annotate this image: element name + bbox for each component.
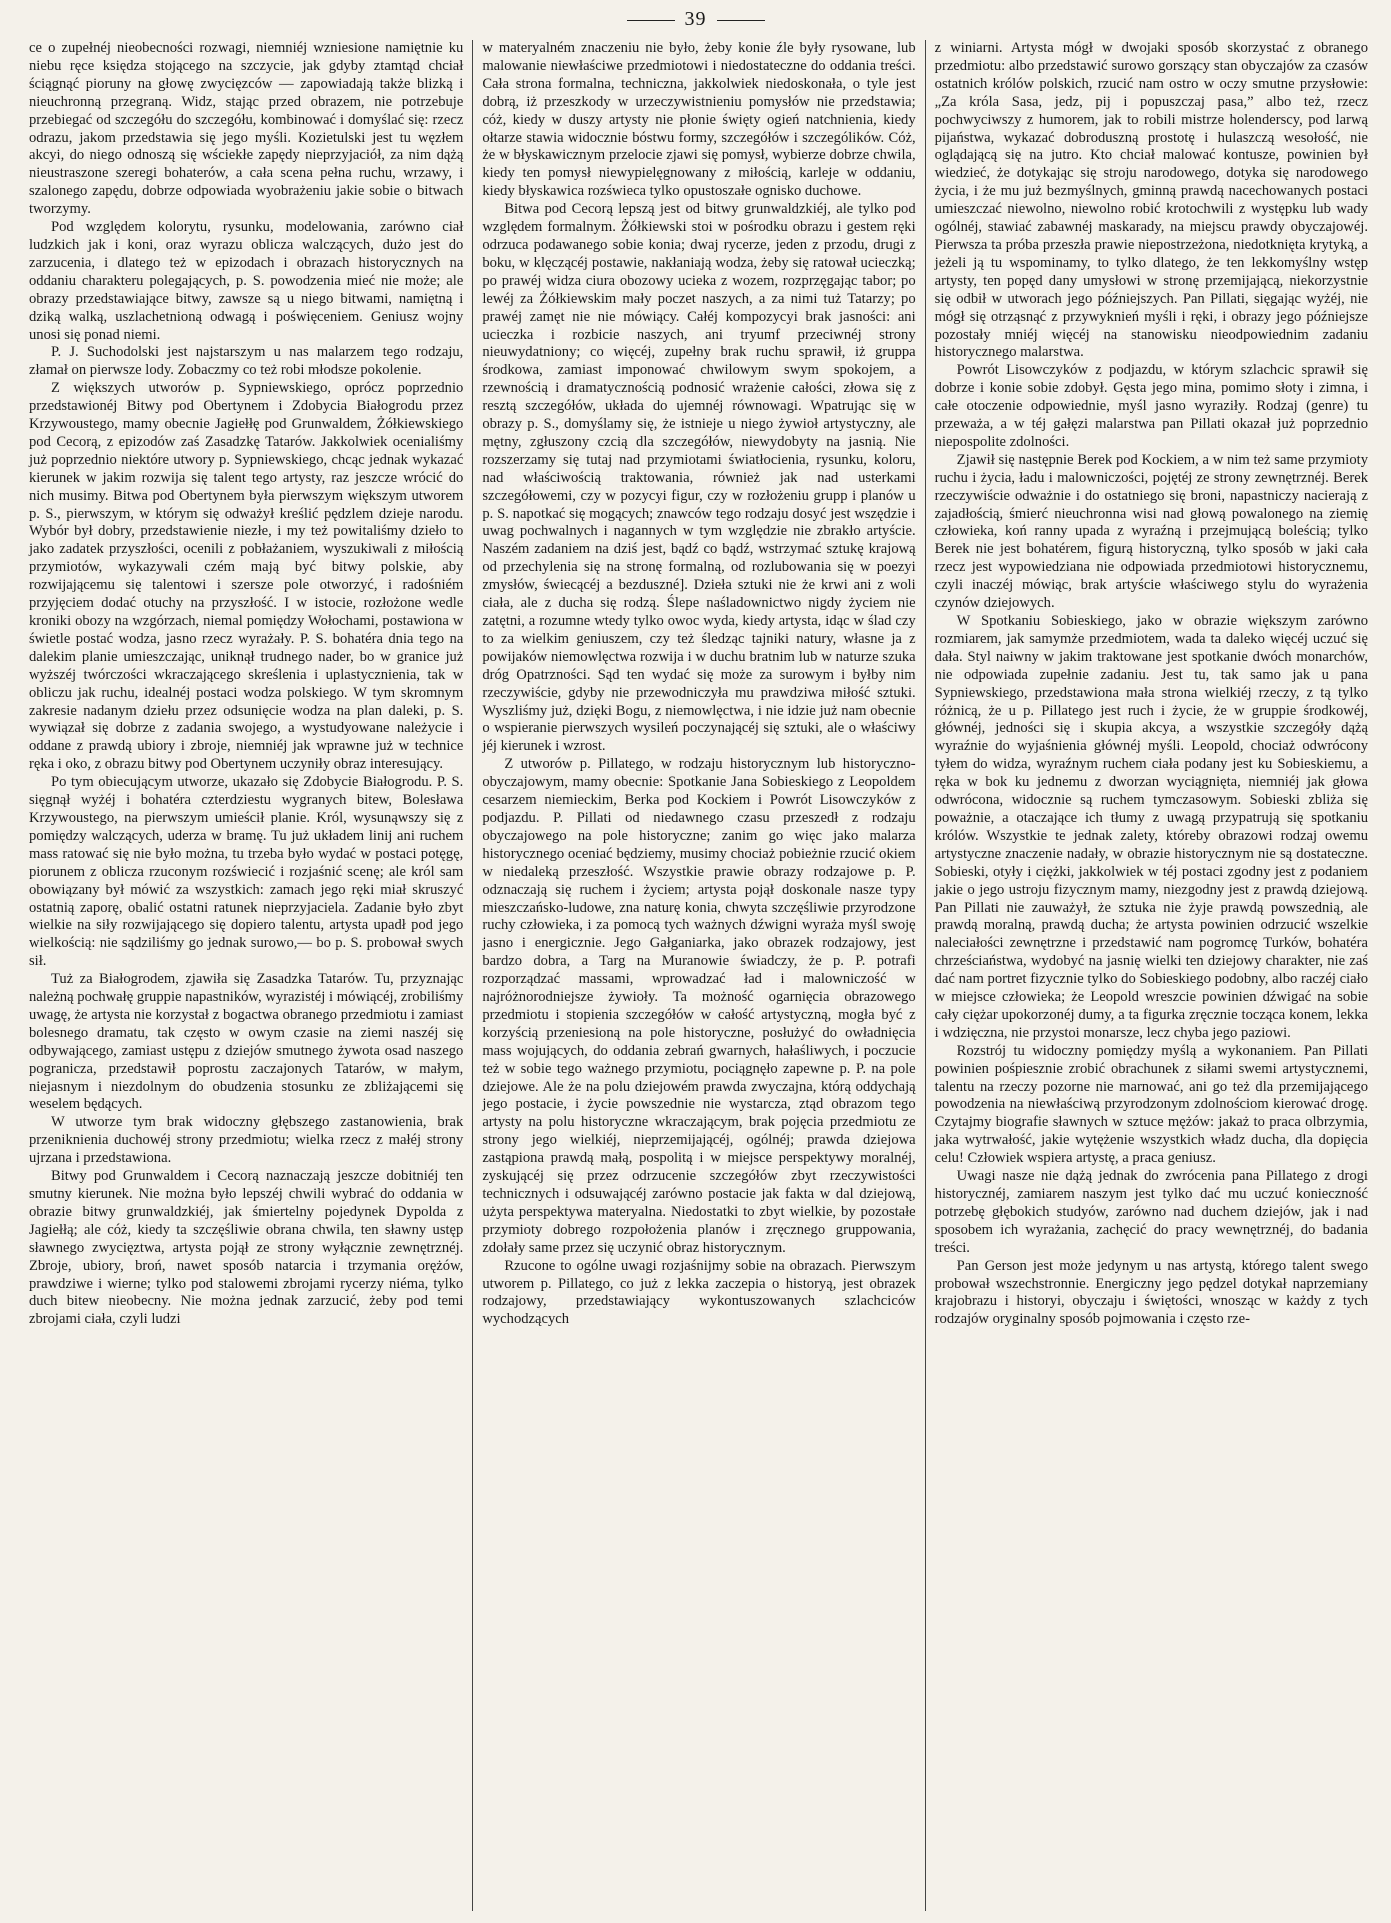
- paragraph: z winiarni. Artysta mógł w dwojaki sposób skorzystać z obranego przedmiotu: albo przedstawić surowo gorszący stan obyczajów za czasów ostatnich królów polskich, rzucić nam ostro w oczy smutne przysłowie: „Za króla Sasa, jedz, pij i popuszczaj pasa,” albo też, rzecz pochwyciwszy z humorem, jak to robili mistrze holenderscy, pod larwą pijaństwa, wykazać dobroduszną prostotę i hulaszczą wesołość, nie oglądającą się na jutro. Kto chciał malować kontusze, powinien był wiedzieć, że dotykając się stroju narodowego, dotyka się narodowego życia, i że mu już bezmyślnych, gminną prawdą nacechowanych postaci umieszczać niewolno, niewolno robić krotochwili z występku lub wady ogólnéj, stawiać zabawnéj maskarady, na miejscu prawdy obyczajowéj. Pierwsza ta próba przeszła prawie niepostrzeżona, niedotknięta krytyką, a jeżeli ją tu wspominamy, to tylko dlatego, że ten lekkomyślny wstęp artysty, ten popęd dany umysłowi w stronę przemijającą, niekorzystnie się odbił w utworach jego późniejszych. Pan Pillati, sięgając wyżéj, nie mógł się otrząsnąć z przywyknień myśli i ręki, i obrazy jego późniejsze pozostały mniéj więcéj na stanowisku nieodpowiednim zadaniu historycznego malarstwa.: [934, 40, 1368, 361]
- paragraph: Rozstrój tu widoczny pomiędzy myślą a wykonaniem. Pan Pillati powinien pośpiesznie zrobić obrachunek z siłami swemi artystycznemi, talentu na rzeczy pozorne nie marnować, ani go też dla przemijającego powodzenia na niewłaściwą przyrodzonym zdolnościom kierować drogę. Czytajmy biografie sławnych w sztuce mężów: jakaż to praca olbrzymia, jaka wytrwałość, jakie wytężenie wszystkich władz ducha, dla dopięcia celu! Człowiek wspiera artystę, a praca geniusz.: [934, 1042, 1368, 1167]
- paragraph: Bitwa pod Cecorą lepszą jest od bitwy grunwaldzkiéj, ale tylko pod względem formalnym. Żółkiewski stoi w pośrodku obrazu i gestem ręki odrzuca podawanego sobie konia; dwaj rycerze, jeden z przodu, drugi z boku, w klęczącéj postawie, nakłaniają wodza, żeby się ratował ucieczką; po prawéj widza ciura obozowy ucieka z wozem, rozprzęgając tabor; po lewéj za Żółkiewskim mały poczet naszych, a za nimi tuż Tatarzy; po prawéj zamęt nie nie mówiący. Całéj kompozycyi brak jasności: ani ucieczka i rozbicie naszych, ani tryumf przeciwnéj strony nieuwydatniony; co więcéj, zupełny brak ruchu sprawił, iż gruppa środkowa, zamiast imponować chwilowym swym spokojem, a rzewnością i dramatycznością podnosić wrażenie całości, złowa się z resztą szczegółów, układa do ujemnéj równowagi. Wpatrując się w obrazy p. S., domyślamy się, że istnieje u niego żywioł artystyczny, ale mętny, zgłuszony czcią dla szczegółów, niewydobyty na jasnią. Nie rozszerzamy się tutaj nad przymiotami światłocienia, rysunku, koloru, nad właściwością traktowania, również jak nad usterkami szczegółowemi, czy w pozycyi figur, czy w rozłożeniu grupp i planów u p. S. napotkać się mogących; znawców tego rodzaju dosyć jest wszędzie i uwag pochwalnych i nagannych w tym względzie nie zbrakło artyście. Naszém zadaniem na dziś jest, bądź co bądź, wstrzymać sztukę krajową od przechylenia się na stronę formalną, od rozlubowania się w poezyi zmysłów, świecącéj a bezduszné]. Dzieła sztuki nie że krwi ani z woli ciała, ale z ducha się rodzą. Ślepe naśladownictwo nigdy życiem nie zatętni, a rozumne wtedy tylko owoc wyda, kiedy artysta, idąc w ślad czy to za wielkim geniuszem, czy też śledząc tajniki natury, własne ja z powijaków niemowlęctwa rozwija i w duchu bratnim lub w naturze szuka dróg Opatrzności. Sąd ten wydać się może za surowym i byłby nim rzeczywiście, gdyby nie przewodniczyła mu prawdziwa miłość sztuki. Wyszliśmy już, dzięki Bogu, z niemowlęctwa, i nie idzie już nam obecnie o wspieranie pierwszych wysileń poczynającéj się sztuki, ale o właściwy jéj kierunek i wzrost.: [482, 201, 916, 755]
- folio-rule-left: [627, 20, 675, 21]
- page-folio: [0, 8, 1391, 31]
- text-columns: [20, 40, 1377, 1911]
- paragraph: Zjawił się następnie Berek pod Kockiem, a w nim też same przymioty ruchu i życia, ładu i malowniczości, pojętéj ze strony zewnętrznéj. Berek rzeczywiście odważnie i do ostatniego się broni, napastniczy nacierają z zajadłością, śmierć nieuchronna wisi nad głową powalonego na ziemię człowieka, koń ranny upada z wyraźną i przejmującą boleścią; tylko Berek nie jest bohatérem, figurą historyczną, tylko sposób w jaki cała rzecz jest wypowiedziana nie odpowiada przedmiotowi historycznemu, czyli inaczéj mówiąc, brak artyście właściwego stylu do wyrażenia czynów dziejowych.: [934, 451, 1368, 612]
- paragraph: W Spotkaniu Sobieskiego, jako w obrazie większym zarówno rozmiarem, jak samymże przedmiotem, wada ta daleko więcéj uczuć się dała. Styl naiwny w jakim traktowane jest spotkanie dwóch monarchów, nie odpowiada zupełnie zadaniu. Jest tu, tak samo jak u pana Sypniewskiego, przedstawiona mała strona wielkiéj rzeczy, z tą tylko różnicą, że u p. Pillatego jest ruch i życie, że w gruppie środkowéj, głównéj, jedności się i skupia akcya, a wszystkie szczegóły dążą wyraźnie do wyjaśnienia głównéj myśli. Leopold, chociaż odwrócony tyłem do widza, wyraźnym ruchem ciała podany jest ku Sobieskiemu, a ręka w bok ku jednemu z dworzan wyciągnięta, niemniéj jak głowa odwrócona, widocznie są ruchem tymczasowym. Sobieski zbliża się poważnie, a otaczające ich tłumy z uwagą przypatrują się spotkaniu królów. Wszystkie te jednak zalety, któreby obrazowi rodzaj owemu artystyczne znaczenie nadały, w obrazie historycznym nie są dostateczne. Sobieski, otyły i ciężki, jakkolwiek w téj postaci zgodny jest z podaniem jakie o jego ustroju fizycznym mamy, niezgodny jest z prawdą dziejową. Pan Pillati nie zauważył, że sztuka nie żyje prawdą powszednią, ale prawdą moralną, prawdą ducha; że artysta powinien odrzucić wszelkie naleciałości zewnętrzne i przedstawić nam pogromcę Turków, bohatéra chrześciaństwa, wydobyć na jasnię wielki ten dziejowy charakter, nie zaś dać nam portret fizycznie tylko do Sobieskiego podobny, albo raczéj ciało w miejsce człowieka; że Leopold wreszcie powinien dźwigać na sobie cały ciężar upokorzonéj dumy, a ta figurka zręcznie tocząca konem, lekka i wdzięczna, nie przystoi monarsze, lecz chyba jego paziowi.: [934, 613, 1368, 1041]
- text-column-1: [20, 40, 472, 1911]
- paragraph: Z utworów p. Pillatego, w rodzaju historycznym lub historyczno-obyczajowym, mamy obecnie: Spotkanie Jana Sobieskiego z Leopoldem cesarzem niemieckim, Berka pod Kockiem i Powrót Lisowczyków z podjazdu. P. Pillati od niedawnego czasu przeszedł z rodzaju obyczajowego na pole historyczne; zanim go więc jako malarza historycznego oceniać będziemy, musimy chociaż pobieżnie rzucić okiem w niedaleką przeszłość. Wszystkie prawie obrazy rodzajowe p. P. odznaczają się ruchem i życiem; artysta pojął doskonale nasze typy mieszczańsko-ludowe, zna naturę konia, chwyta szczęśliwie przyrodzone ruchy człowieka, i za pomocą tych ważnych dźwigni wyraża myśl swoję jasno i energicznie. Jego Gałganiarka, jako obrazek rodzajowy, jest bardzo dobra, a Targ na Muranowie świadczy, że p. P. potrafi rozporządzać massami, wprowadzać ład i malowniczość w najróżnorodniejsze żywioły. Ta możność ogarnięcia obrazowego przedmiotu i stopienia szczegółów w całość artystyczną, mogła być z korzyścią przeniesioną na pole historyczne, posłużyć do owładnięcia mass wojujących, do oddania zebrań gwarnych, hałaśliwych, i poczucie też w sobie tego ważnego przymiotu, pociągnęło zapewne p. P. na pole dziejowe. Ale że na polu dziejowém prawda zwyczajna, którą oddychają jego postacie, i życie powszednie nie wystarcza, ztąd obrazom tego artysty na polu historyczne wkraczającym, brak pojęcia przedmiotu ze strony jego wielkiéj, nieprzemijającéj, ogólnéj; prawda dziejowa zastąpiona prawdą małą, pospolitą i w miejsce perspektywy moralnéj, zyskującéj się przez odrzucenie szczegółów zbyt rzeczywistości technicznych i odsuwającéj zarówno postacie jak fakta w dal dziejową, użyta perspektywa materyalna. Niedostatki to zbyt wielkie, by pozostałe przymioty dobrego rozpołożenia planów i zręcznego gruppowania, zdołały same przez się uczynić obraz historycznym.: [482, 756, 916, 1256]
- paragraph: Rzucone to ogólne uwagi rozjaśnijmy sobie na obrazach. Pierwszym utworem p. Pillatego, co już z lekka zaczepia o historyą, jest obrazek rodzajowy, przedstawiający wykontuszowanych szlachciców wychodzących: [482, 1257, 916, 1328]
- paragraph: Powrót Lisowczyków z podjazdu, w którym szlachcic sprawił się dobrze i konie sobie zdobył. Gęsta jego mina, pomimo słoty i zimna, i całe otoczenie odpowiednie, myśl jasno wyraziły. Rodzaj (genre) tu przeważa, a w téj gałęzi malarstwa pan Pillati okazał już poprzednio niepospolite zdolności.: [934, 362, 1368, 450]
- text-column-2: [472, 40, 924, 1911]
- paragraph: Pan Gerson jest może jedynym u nas artystą, którego talent swego probował wszechstronnie. Energiczny jego pędzel dotykał naprzemiany krajobrazu i historyi, obyczaju i świętości, wnosząc w każdy z tych rodzajów oryginalny sposób pojmowania i często rze-: [934, 1257, 1368, 1328]
- paragraph: Z większych utworów p. Sypniewskiego, oprócz poprzednio przedstawionéj Bitwy pod Obertynem i Zdobycia Białogrodu przez Krzywoustego, mamy obecnie Jagiełłę pod Grunwaldem, Żółkiewskiego pod Cecorą, z epizodów zaś Zasadzkę Tatarów. Jakkolwiek ocenialiśmy już poprzednio niektóre utwory p. Sypniewskiego, chcąc jednak wykazać kierunek w jakim rozwija się talent tego artysty, raz jeszcze wrócić do nich musimy. Bitwa pod Obertynem była pierwszym większym utworem p. S., pierwszym, w którym się odważył kreślić pędzlem dzieje narodu. Wybór był dobry, przedstawienie niezłe, i my też powitaliśmy dzieło to jako zadatek przyszłości, ocenili z pobłażaniem, wyszukiwali z miłością przymiotów, wykazywali czém mają być bitwy polskie, aby rozwijającemu się talentowi i szersze pole otworzyć, i radośniém przyjęciem dodać otuchy na przyszłość. I w istocie, rozłożone wedle kroniki obozy na wzgórzach, niemal pomiędzy Wołochami, postawiona w świetle postać wodza, jasno rzecz wyrażały. P. S. bohatéra dnia tego na dalekim planie umieszczając, uniknął trudnego nader, bo w granice już wyższéj twórczości wkraczającego skreślenia i uplastycznienia, tak w obliczu jak ruchu, idealnéj postaci wodza polskiego. W tym skromnym zakresie nadanym dziełu przez odsunięcie wodza na plan daleki, p. S. wywiązał się dobrze z zadania swojego, a wystudyowane należycie i oddane z prawdą ubiory i zbroje, niemniéj jak wprawne już w technice ręka i oko, z obrazu bitwy pod Obertynem uczyniły obraz interesujący.: [29, 380, 464, 773]
- paragraph: Tuż za Białogrodem, zjawiła się Zasadzka Tatarów. Tu, przyznając należną pochwałę gruppie napastników, wyrazistéj i mówiącéj, zrobiliśmy uwagę, że artysta nie korzystał z bogactwa obranego przedmiotu i zamiast bolesnego dramatu, tak często w owym czasie na ziemi naszéj się odbywającego, zamiast ustępu z dziejów smutnego żywota osad naszego pogranicza, przedstawił poprostu zaczajonych Tatarów, w małym, niejasnym i niezdolnym do obudzenia stosunku ze zbliżającemi się weselem będących.: [29, 971, 464, 1113]
- paragraph: ce o zupełnéj nieobecności rozwagi, niemniéj wzniesione namiętnie ku niebu ręce księdza stojącego na szczycie, jak gdyby ztamtąd chciał ściągnąć pioruny na głowę zwycięzców — zapowiadają także blizką i nieuchronną przegraną. Widz, stając przed obrazem, nie potrzebuje przebiegać od szczegółu do szczegółu, kombinować i domyślać się: rzecz odrazu, jakom przedstawia się jego myśli. Kozietulski jest tu węzłem akcyi, do niego odnoszą się wściekłe zapędy nieprzyjaciół, za nim dążą nieustraszone szeregi bohaterów, a cała scena pełna ruchu, wrzawy, i szalonego zapędu, dobrze odpowiada wyobrażeniu jakie sobie o bitwach tworzymy.: [29, 40, 464, 218]
- paragraph: w materyalném znaczeniu nie było, żeby konie źle były rysowane, lub malowanie niewłaściwe przedmiotowi i niedostateczne do oddania treści. Cała strona formalna, techniczna, jakkolwiek niedoskonała, o tyle jest dobrą, iż przeszkody w urzeczywistnieniu pomysłów nie przedstawia; cóż, kiedy w duszy artysty nie płonie święty ogień natchnienia, kiedy ołtarze stawia widocznie bóstwu formy, szczegółów i szczególików. Cóż, że w błyskawicznym przelocie zjawi się pomysł, wybierze dobrze chwila, kiedy ten pomysł niewypielęgnowany z miłością, karleje w oddaniu, kiedy błyskawica rozświeca tylko opustoszałe ognisko duchowe.: [482, 40, 916, 200]
- paragraph: Po tym obiecującym utworze, ukazało się Zdobycie Białogrodu. P. S. sięgnął wyżéj i bohatéra czterdziestu wygranych bitew, Bolesława Krzywoustego, na pierwszym umieścił planie. Król, wysunąwszy się z pomiędzy walczących, uderza w bramę. Tu już układem linij ani ruchem mass ratować się nie było można, tu trzeba było wydać w postaci potęgę, piorunem z oblicza rzuconym rozświecić i rozjaśnić scenę; ale król sam obowiązany był mówić za wszystkich: zamach jego ręki miał skruszyć ostatnią zaporę, obalić ostatni ratunek nieprzyjaciela. Zadanie było zbyt wielkie na siły rozwijającego się dopiero talentu, artysta upadł pod jego wielkością: nie sądziliśmy go jednak surowo,— bo p. S. probował swych sił.: [29, 774, 464, 970]
- text-column-3: [925, 40, 1377, 1911]
- page-number: 39: [684, 8, 707, 30]
- paragraph: Bitwy pod Grunwaldem i Cecorą naznaczają jeszcze dobitniéj ten smutny kierunek. Nie można było lepszéj chwili wybrać do oddania w obrazie bitwy grunwaldzkiéj, jak śmiertelny pojedynek Dypolda z Jagiełłą; ale cóż, kiedy ta szczęśliwie obrana chwila, ten sławny ustęp sławnego zwycięztwa, artysta pojął ze strony wyłącznie zewnętrznéj. Zbroje, ubiory, broń, nawet sposób natarcia i trzymania orężów, prawdziwe i wierne; tylko pod stalowemi zbrojami rycerzy niéma, tylko duch bitew nieobecny. Nie można jednak zarzucić, żeby pod temi zbrojami ciała, czyli ludzi: [29, 1168, 464, 1328]
- paragraph: W utworze tym brak widoczny głębszego zastanowienia, brak przeniknienia duchowéj strony przedmiotu; wielka rzecz z małéj strony ujrzana i przedstawiona.: [29, 1114, 464, 1167]
- paragraph: Uwagi nasze nie dążą jednak do zwrócenia pana Pillatego z drogi historycznéj, zamiarem naszym jest tylko dać mu uczuć konieczność potrzebę głębokich studyów, zarówno nad duchem dziejów, jak i nad sposobem ich wyrażania, zachęcić do pracy wewnętrznéj, do badania treści.: [934, 1168, 1368, 1256]
- paragraph: Pod względem kolorytu, rysunku, modelowania, zarówno ciał ludzkich jak i koni, oraz wyrazu oblicza walczących, dużo jest do zarzucenia, i dlatego też w epizodach i obrazach historycznych na oddaniu charakteru polegających, p. S. powodzenia mieć nie może; ale obrazy przedstawiające bitwy, zawsze są u niego bitwami, namiętną i dziką walką, uszlachetnioną odwagą i poświęceniem. Geniusz wojny unosi się ponad niemi.: [29, 219, 464, 343]
- folio-rule-right: [717, 20, 765, 21]
- paragraph: P. J. Suchodolski jest najstarszym u nas malarzem tego rodzaju, złamał on pierwsze lody. Zobaczmy co też robi młodsze pokolenie.: [29, 344, 464, 379]
